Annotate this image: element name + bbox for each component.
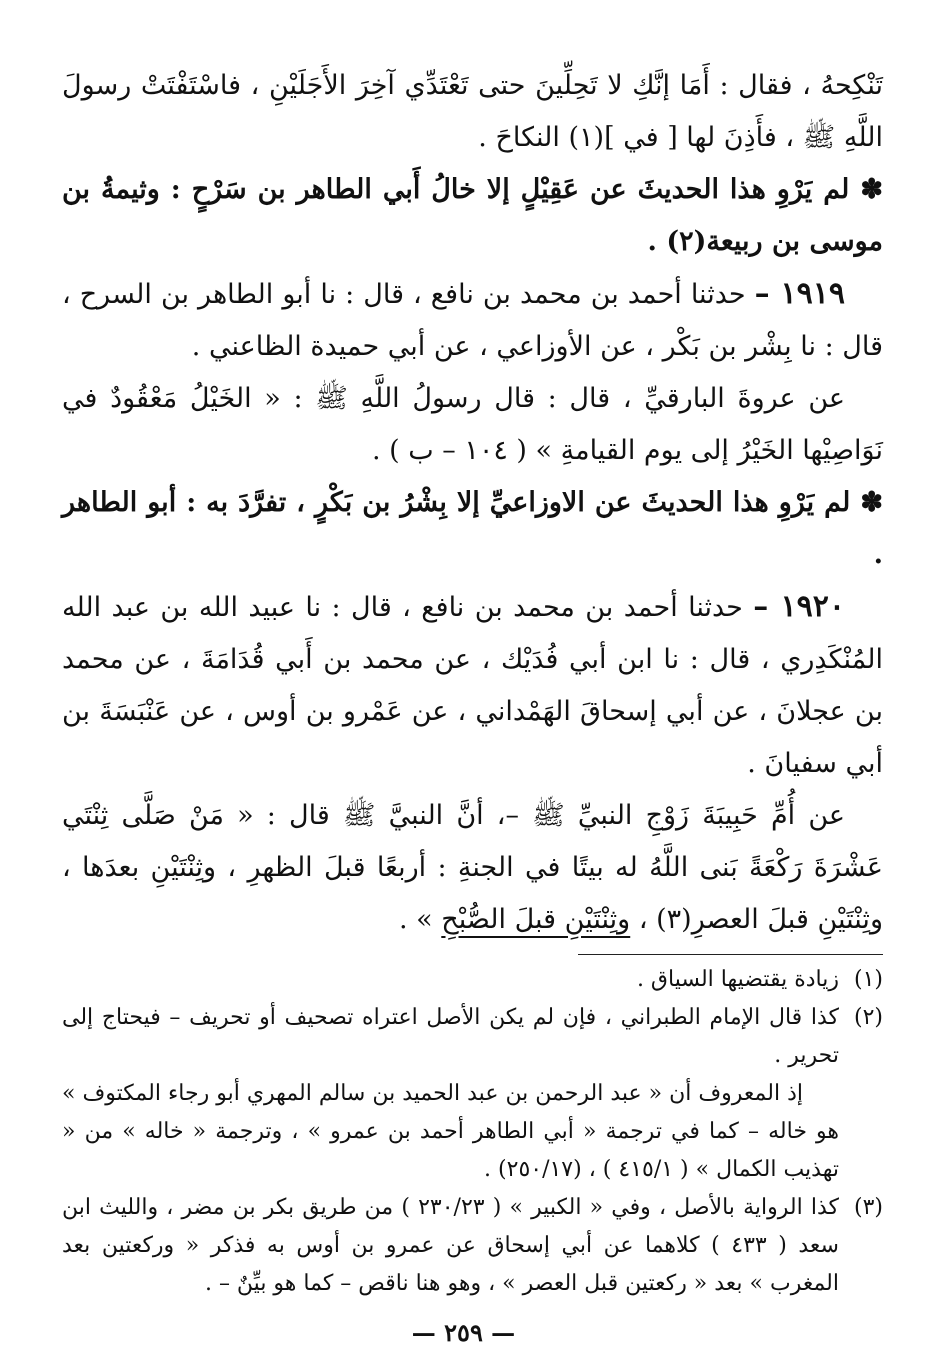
footnote-1-number: (١)	[853, 967, 883, 992]
footnote-2-text: كذا قال الإمام الطبراني ، فإن لم يكن الأصل اعتراه تصحيف أو تحريف – فيحتاج إلى تحرير .	[62, 1005, 839, 1068]
note-1: ✽ لم يَرْوِ هذا الحديثَ عن عَقِيْلٍ إلا خالُ أَبي الطاهر بن سَرْحٍ : وثيمةُ بن موسى بن ربيعة(٢) .	[62, 174, 883, 257]
hadith-1920-matn	[62, 790, 883, 946]
footnote-separator	[578, 954, 883, 955]
hadith-number-1920: ١٩٢٠ –	[753, 589, 845, 624]
footnote-3-text: كذا الرواية بالأصل ، وفي « الكبير » ( ٢٣٠/٢٣ ) من طريق بكر بن مضر ، والليث ابن سعد ( ٤٣٣ ) كلاهما عن أبي إسحاق عن عمرو بن أوس به فذكر « وركعتين بعد المغرب » بعد « ركعتين قبل العصر » ، وهو هنا ناقص – كما هو بيِّنٌ – .	[62, 1195, 839, 1296]
intro-paragraph: تَنْكِحهُ ، فقال : أَمَا إنَّكِ لا تَحِلِّينَ حتى تَعْتَدِّي آخِرَ الأَجَلَيْنِ ، فاسْتَفْتَتْ رسولَ اللَّهِ ﷺ ، فأَذِنَ لها [ في ](١) النكاحَ .	[62, 70, 883, 153]
hadith-1920-matn-b: وثِنْتَيْنِ قبلَ الصُّبْحِ	[441, 904, 631, 935]
hadith-1920-matn-a: عن أُمِّ حَبِيبَةَ زَوْجِ النبيِّ ﷺ –، أنَّ النبيَّ ﷺ قال : « مَنْ صَلَّى ثِنْتَي عَشْرَةَ رَكْعَةً بَنى اللَّهُ له بيتًا في الجنةِ : أربعًا قبلَ الظهرِ ، وثِنْتَيْنِ بعدَها ، وثِنْتَيْنِ قبلَ العصرِ(٣) ،	[62, 800, 883, 935]
footnote-3-number: (٣)	[853, 1195, 883, 1220]
footnote-2-continuation: إذ المعروف أن « عبد الرحمن بن عبد الحميد بن سالم المهري أبو رجاء المكتوف » هو خاله – كما في ترجمة « أبي الطاهر أحمد بن عمرو » ، وترجمة « خاله » من « تهذيب الكمال » ( ٤١٥/١ ) ، (٢٥٠/١٧) .	[62, 1081, 840, 1182]
footnotes	[62, 961, 883, 1303]
footnote-1-text: زيادة يقتضيها السياق .	[636, 967, 839, 992]
hadith-1919-matn: عن عروةَ البارقيِّ ، قال : قال رسولُ اللَّهِ ﷺ : « الخَيْلُ مَعْقُودٌ في نَوَاصِيْها الخَيْرُ إلى يوم القيامةِ » ( ١٠٤ – ب ) .	[62, 383, 883, 466]
hadith-1919-isnad	[62, 268, 883, 373]
note-2: ✽ لم يَرْوِ هذا الحديثَ عن الاوزاعيِّ إلا بِشْرُ بن بَكْرٍ ، تفرَّدَ به : أبو الطاهر .	[62, 487, 883, 570]
hadith-1920-isnad-text: حدثنا أحمد بن محمد بن نافع ، قال : نا عبيد الله بن عبد الله المُنْكَدِري ، قال : نا ابن أبي فُدَيْك ، عن محمد بن أَبي قُدَامَةَ ، عن محمد بن عجلانَ ، عن أبي إسحاقَ الهَمْداني ، عن عَمْرو بن أوس ، عن عَنْبَسَةَ بن أبي سفيانَ .	[62, 592, 883, 779]
footnote-2-number: (٢)	[853, 1005, 883, 1030]
footnote-2	[62, 999, 883, 1075]
hadith-number-1919: ١٩١٩ –	[754, 276, 845, 311]
hadith-1920-isnad	[62, 581, 883, 790]
page-number: — ٢٥٩ —	[411, 1318, 516, 1347]
hadith-1919-isnad-text: حدثنا أحمد بن محمد بن نافع ، قال : نا أبو الطاهر بن السرح ، قال : نا بِشْر بن بَكْر ، عن الأوزاعي ، عن أبي حميدة الظاعني .	[62, 279, 883, 362]
hadith-1920-matn-c: » .	[399, 904, 442, 935]
page-body	[62, 60, 883, 1303]
footnote-1	[62, 961, 883, 999]
footnote-3	[62, 1189, 883, 1303]
